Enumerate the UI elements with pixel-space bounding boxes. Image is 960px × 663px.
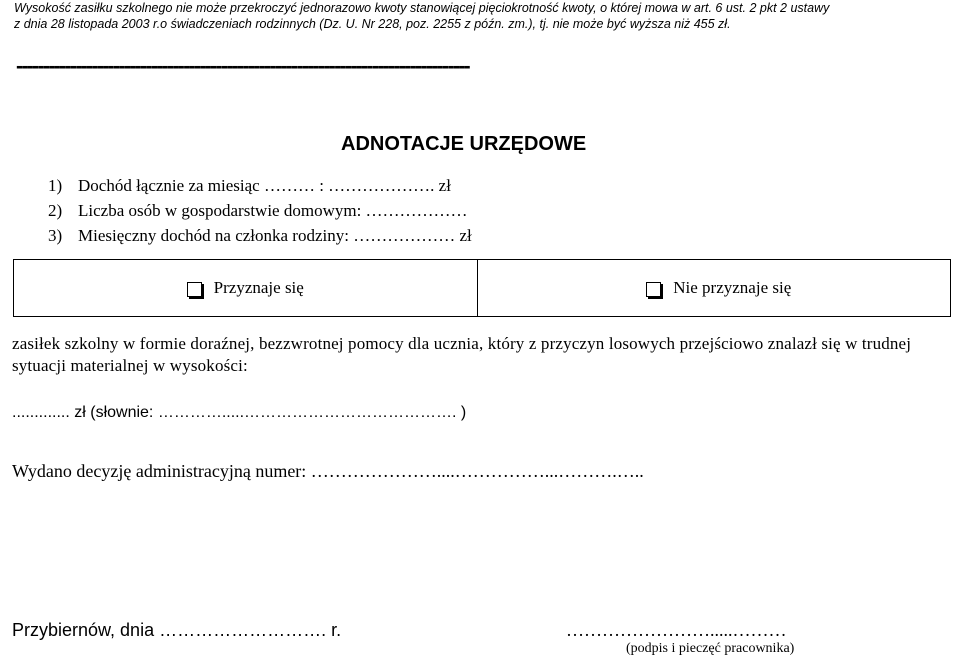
calc-item-household-size	[48, 198, 472, 223]
amount-field[interactable]: ............. zł (słownie: ………….....…………………………………. )	[12, 404, 467, 421]
signature-caption: (podpis i pieczęć pracownika)	[626, 641, 795, 656]
legal-note-line-1: Wysokość zasiłku szkolnego nie może przekroczyć jednorazowo kwoty stanowiącej pięciokrotność kwoty, o której mowa w art. 6 ust. 2 pkt 2 ustawy	[14, 1, 830, 15]
grant-option-no[interactable]	[477, 260, 951, 316]
calc-item-number: 2)	[48, 201, 63, 220]
calc-item-number: 3)	[48, 226, 63, 245]
grant-description: zasiłek szkolny w formie doraźnej, bezzwrotnej pomocy dla ucznia, który z przyczyn losowych przejściowo znalazł się w trudnej sytuacji materialnej w wysokości:	[12, 334, 912, 375]
calc-item-text: Liczba osób w gospodarstwie domowym: ………………	[78, 201, 468, 220]
calc-item-number: 1)	[48, 176, 63, 195]
checkbox-yes-icon[interactable]	[187, 282, 202, 297]
checkbox-no-icon[interactable]	[646, 282, 661, 297]
signature-line[interactable]: …………………….....………	[566, 620, 787, 640]
calc-item-income-per-member	[48, 223, 472, 248]
grant-option-yes[interactable]	[14, 260, 477, 316]
calc-item-text: Miesięczny dochód na członka rodziny: ……………… zł	[78, 226, 472, 245]
grant-yes-label: Przyznaje się	[213, 278, 304, 297]
calc-item-income	[48, 173, 472, 198]
separator-dashes: ------------------------------------------------------------------------------------	[16, 55, 470, 78]
calculation-list	[48, 173, 472, 248]
place-and-date-field[interactable]: Przybiernów, dnia ………………………. r.	[12, 620, 342, 640]
legal-note	[14, 0, 949, 32]
calc-item-text: Dochód łącznie za miesiąc ……… : ………………. zł	[78, 176, 451, 195]
legal-note-line-2: z dnia 28 listopada 2003 r.o świadczeniach rodzinnych (Dz. U. Nr 228, poz. 2255 z późn. zm.), tj. nie może być wyższa niż 455 zł.	[14, 17, 731, 31]
decision-number-field[interactable]: Wydano decyzję administracyjną numer: …………………....……………...……….…..	[12, 461, 644, 481]
grant-no-label: Nie przyznaje się	[673, 278, 792, 297]
section-title: ADNOTACJE URZĘDOWE	[341, 133, 587, 155]
grant-decision-table	[13, 259, 951, 317]
